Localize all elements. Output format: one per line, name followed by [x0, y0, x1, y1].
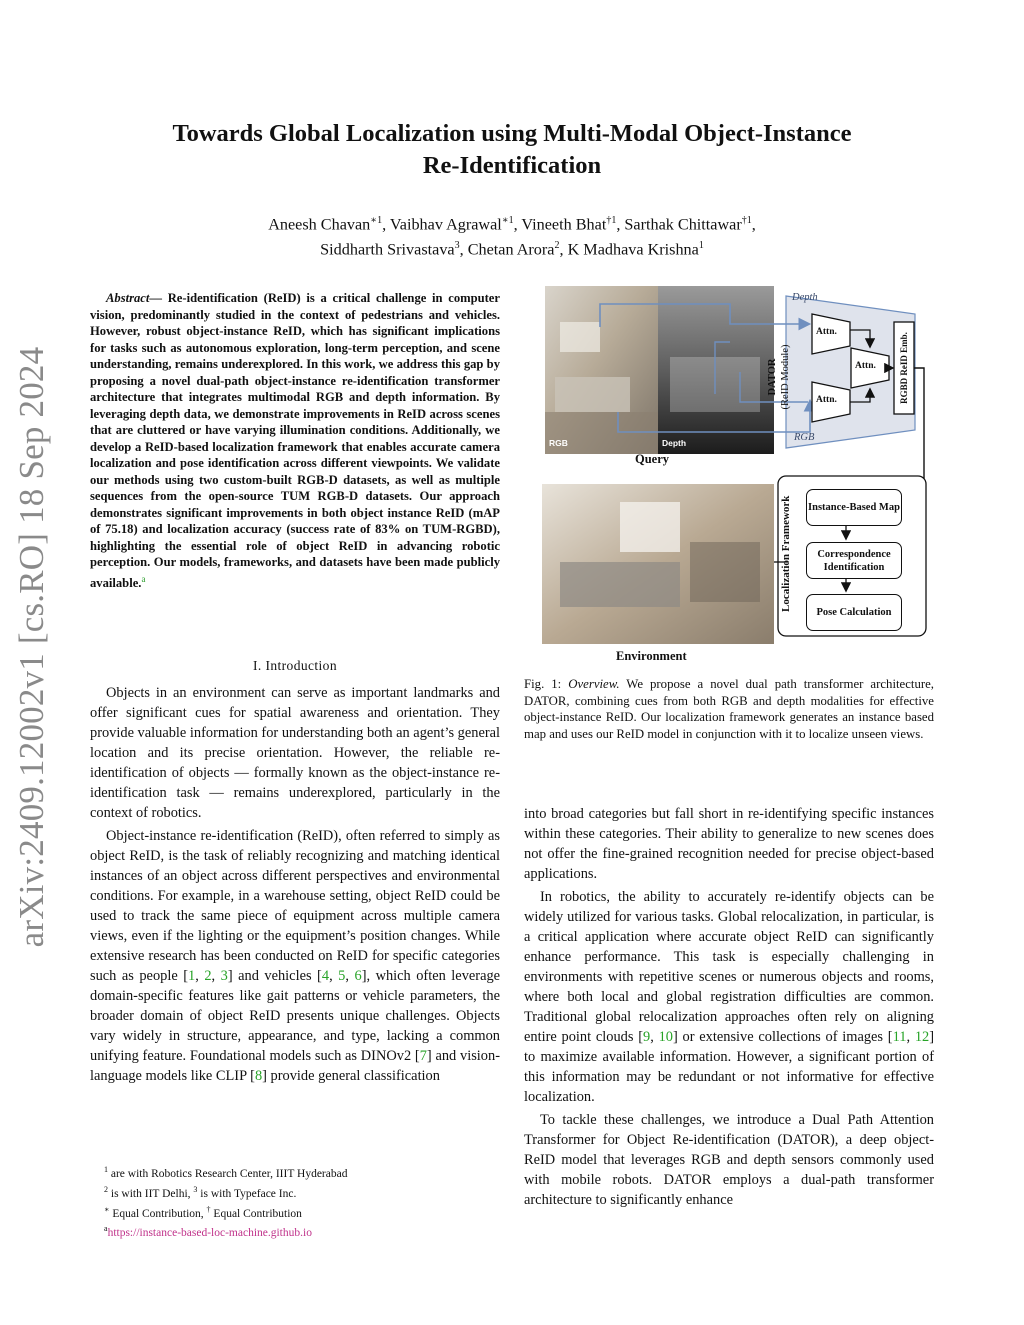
depth-image-tag: Depth [662, 438, 687, 448]
attn-label-depth: Attn. [816, 327, 837, 337]
footnote [90, 1202, 500, 1222]
paragraph-text: ] or extensive collections of images [ [672, 1029, 893, 1045]
paragraph-text: , [329, 968, 339, 984]
citation-link[interactable]: 4 [321, 968, 330, 984]
title-line-1: Towards Global Localization using Multi-Modal Object-Instance [172, 120, 852, 147]
author-separator: , [459, 240, 468, 259]
author-name: Siddharth Srivastava [320, 240, 455, 259]
dator-title: DATOR [767, 358, 778, 396]
paragraph-text: In robotics, the ability to accurately re-identify objects can be widely utilized for various tasks. Global relocalization, in particular, is a critical application where accurate object ReID can significantly enhance performance. This task is especially challenging in environments with repetitive scenes or numerous objects and rooms, where both local and global registration difficulties are common. Traditional global relocalization approaches often rely on aligning entire point clouds [ [524, 889, 934, 1045]
title-line-2: Re-Identification [422, 152, 602, 179]
footnote-text: Equal Contribution, [109, 1207, 207, 1220]
footnotes [90, 1162, 500, 1241]
footnote-mark: † [206, 1204, 211, 1214]
depth-path-label: Depth [792, 292, 818, 303]
embedding-label: RGBD ReID Emb. [899, 332, 909, 404]
author-list [100, 210, 924, 261]
rgb-path-label: RGB [794, 432, 815, 443]
author-name: Chetan Arora [467, 240, 555, 259]
footnote [90, 1221, 500, 1241]
citation-link[interactable]: 2 [204, 968, 212, 984]
authors-line-2 [100, 235, 924, 260]
localization-framework-label: Localization Framework [780, 495, 792, 612]
footnote-mark: 3 [193, 1184, 198, 1194]
citation-link[interactable]: 6 [354, 968, 362, 984]
author-affiliation-mark: ∗1 [501, 215, 514, 226]
paragraph-text: ] and vehicles [ [227, 968, 322, 984]
paragraph-text: Objects in an environment can serve as important landmarks and offer significant cues for spatial awareness and orientation. They provide valuable information for understanding both an agent’s general location and its precise orientation. However, the reliable re-identification of objects — formally known as the object-instance re-identification task — remains underexplored, particularly in the context of robotics. [90, 685, 501, 821]
left-column-body [90, 683, 500, 1086]
arxiv-identifier-stamp: arXiv:2409.12002v1 [cs.RO] 18 Sep 2024 [12, 346, 51, 948]
paragraph-text: , [211, 968, 221, 984]
paragraph-text: ] provide general classification [262, 1068, 440, 1084]
footnote-mark: 2 [104, 1184, 108, 1194]
footnote-text: are with Robotics Research Center, IIIT Hyderabad [108, 1167, 348, 1180]
authors-line-1 [100, 210, 924, 235]
author-name: Vaibhav Agrawal [389, 215, 502, 234]
environment-label: Environment [616, 649, 687, 663]
caption-text: We propose a novel dual path transformer architecture, DATOR, combining cues from both RGB and depth modalities for effective object-instance ReID. Our localization framework generates an instance based map and uses our ReID model in conjunction with it to localize unseen views. [524, 677, 935, 741]
author-affiliation-mark: ∗1 [370, 215, 383, 226]
right-column-body [524, 804, 934, 1210]
citation-link[interactable]: 9 [643, 1029, 651, 1045]
footnote [90, 1182, 500, 1202]
footnote-mark: 1 [104, 1165, 108, 1174]
citation-link[interactable]: 5 [338, 968, 346, 984]
caption-italic: Overview. [568, 677, 620, 691]
author-name: Vineeth Bhat [521, 215, 607, 234]
citation-link[interactable]: 10 [658, 1029, 673, 1045]
author-separator: , [559, 240, 568, 259]
footnote-mark: a [104, 1224, 108, 1234]
author-name: Sarthak Chittawar [624, 215, 742, 234]
section-heading-introduction: I. Introduction [253, 658, 337, 673]
citation-link[interactable]: 11 [892, 1029, 907, 1045]
author-affiliation-mark: 1 [698, 240, 704, 252]
paragraph-text: , [906, 1029, 915, 1045]
author-separator: , [513, 215, 522, 234]
author-affiliation-mark: 3 [454, 240, 460, 252]
author-affiliation-mark: 2 [554, 240, 560, 252]
footnote [90, 1162, 500, 1182]
footnote-mark: ∗ [104, 1204, 110, 1214]
paragraph-text: Object-instance re-identification (ReID), often referred to simply as object ReID, is the task of reliably recognizing and matching identical instances of an object across different perspectives and environmental conditions. For example, in a warehouse setting, object ReID could be used to track the same piece of equipment across multiple camera views, even if the lighting or the equipment’s position changes. While extensive research has been conducted on ReID for specific categories such as people [ [90, 828, 500, 984]
paper-title [100, 118, 924, 182]
caption-prefix: Fig. 1: [524, 677, 569, 691]
citation-link[interactable]: 3 [220, 968, 228, 984]
correspondence-identification-box: Correspondence Identification [806, 542, 902, 579]
project-link[interactable]: https://instance-based-loc-machine.github.io [107, 1227, 312, 1240]
dator-label [766, 337, 796, 417]
author-separator: , [616, 215, 625, 234]
paragraph [90, 826, 500, 1086]
query-label: Query [635, 452, 670, 466]
citation-link[interactable]: 12 [914, 1029, 930, 1045]
footnote-marker[interactable]: a [141, 573, 146, 584]
citation-link[interactable]: 8 [254, 1068, 263, 1084]
rgb-image-tag: RGB [549, 438, 568, 448]
citation-link[interactable]: 7 [419, 1048, 427, 1064]
paragraph-text: ] and vision-language models like CLIP [ [90, 1048, 500, 1084]
paragraph-text: , [345, 968, 355, 984]
footnote-text: is with IIT Delhi, [108, 1187, 194, 1200]
paragraph [524, 804, 934, 884]
paragraph-text: , [195, 968, 205, 984]
abstract [90, 290, 500, 591]
paragraph [524, 1110, 934, 1210]
attn-label-fusion: Attn. [855, 361, 876, 371]
figure-1 [540, 282, 940, 672]
paragraph-text: ], which often leverage domain-specific features like gait patterns or vehicle parameters, the broader domain of object ReID presents unique challenges. Objects vary widely in structure, appearance, and type, lacking a common unifying feature. Foundational models such as DINOv2 [ [90, 968, 501, 1064]
footnote-text: Equal Contribution [210, 1207, 302, 1220]
dator-subtitle: (ReID Module) [780, 344, 791, 410]
paragraph-text: ] to maximize available information. However, a significant portion of this information may be redundant or not informative for effective localization. [524, 1029, 935, 1105]
paragraph-text: , [650, 1029, 659, 1045]
author-affiliation-mark: †1 [741, 215, 752, 226]
citation-link[interactable]: 1 [188, 968, 196, 984]
footnote-text: is with Typeface Inc. [197, 1187, 297, 1200]
attn-label-rgb: Attn. [816, 395, 837, 405]
pose-calculation-box: Pose Calculation [806, 594, 902, 631]
abstract-dash: — [149, 291, 168, 305]
figure-1-caption [524, 676, 934, 742]
abstract-label: Abstract [106, 291, 150, 305]
author-name: Aneesh Chavan [268, 215, 371, 234]
instance-based-map-box: Instance-Based Map [806, 489, 902, 526]
author-name: K Madhava Krishna [567, 240, 699, 259]
author-separator: , [751, 215, 756, 234]
paragraph [524, 887, 934, 1107]
paragraph-text: into broad categories but fall short in re-identifying specific instances within these categories. Their ability to generalize to new scenes does not offer the fine-grained recognition needed for precise object-based applications. [524, 806, 934, 882]
paragraph-text: To tackle these challenges, we introduce a Dual Path Attention Transformer for Object Re-identification (DATOR), a deep object-ReID model that leverages RGB and depth sensors commonly used with mobile robots. DATOR employs a dual-path transformer architecture to significantly enhance [524, 1112, 934, 1208]
abstract-text: Re-identification (ReID) is a critical challenge in computer vision, predominantly studied in the context of pedestrians and vehicles. However, robust object-instance ReID, which has significant implications for tasks such as autonomous exploration, long-term perception, and scene understanding, remains underexplored. In this work, we address this gap by proposing a novel dual-path object-instance re-identification transformer architecture that integrates multimodal RGB and depth information. By leveraging depth data, we demonstrate improvements in ReID across scenes that are cluttered or have varying illumination conditions. Additionally, we develop a ReID-based localization framework that enables accurate camera localization and pose identification across different viewpoints. We validate our methods using two custom-built RGB-D datasets, as well as multiple sequences from the open-source TUM RGB-D datasets. Our approach demonstrates significant improvements in both object instance ReID (mAP of 75.18) and localization accuracy (success rate of 83% on TUM-RGBD), highlighting the essential role of object ReID in advancing robotic perception. Our models, frameworks, and datasets have been made publicly available. [90, 291, 500, 590]
paragraph [90, 683, 500, 823]
author-affiliation-mark: †1 [606, 215, 617, 226]
author-separator: , [382, 215, 390, 234]
